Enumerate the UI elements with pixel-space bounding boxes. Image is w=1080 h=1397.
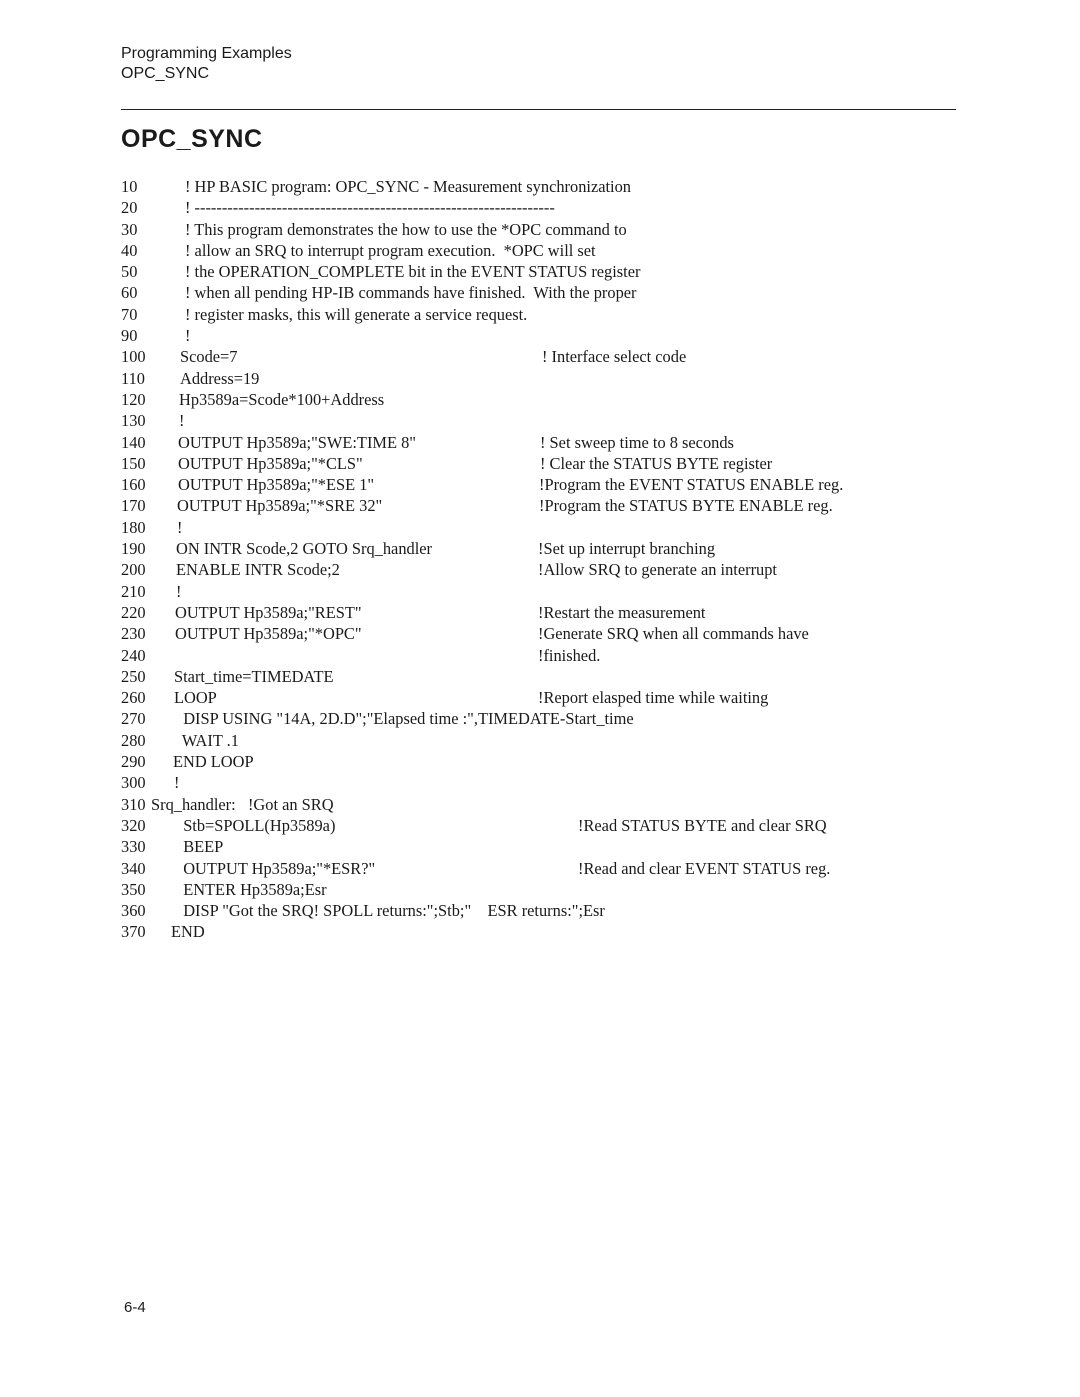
line-number: 330 [121, 837, 146, 857]
code-statement: ! [174, 773, 180, 793]
code-statement: OUTPUT Hp3589a;"*ESR?" [175, 858, 376, 878]
code-line [121, 389, 951, 410]
code-line [121, 495, 951, 516]
line-number: 270 [121, 709, 146, 729]
line-number: 50 [121, 262, 138, 282]
code-statement: END LOOP [173, 752, 254, 772]
code-statement: ! register masks, this will generate a service request. [185, 304, 528, 324]
code-comment: ! Interface select code [542, 347, 687, 367]
code-line [121, 538, 951, 559]
line-number: 340 [121, 858, 146, 878]
code-statement: ! ------------------------------------------------------------------ [185, 198, 555, 218]
code-statement: OUTPUT Hp3589a;"*OPC" [175, 624, 362, 644]
code-line [121, 219, 951, 240]
code-comment: ! Clear the STATUS BYTE register [540, 453, 773, 473]
code-line [121, 325, 951, 346]
code-line [121, 581, 951, 602]
code-line [121, 623, 951, 644]
line-number: 310 [121, 794, 146, 814]
code-statement: ! allow an SRQ to interrupt program execution. *OPC will set [185, 240, 596, 260]
running-head-section: OPC_SYNC [121, 65, 210, 82]
code-statement: OUTPUT Hp3589a;"REST" [175, 602, 362, 622]
line-number: 120 [121, 389, 146, 409]
section-title: OPC_SYNC [121, 125, 263, 153]
line-number: 130 [121, 411, 146, 431]
code-line [121, 282, 951, 303]
code-line [121, 708, 951, 729]
running-head-chapter: Programming Examples [121, 45, 292, 62]
code-statement: END [171, 922, 205, 942]
line-number: 150 [121, 453, 146, 473]
code-statement: OUTPUT Hp3589a;"*ESE 1" [178, 475, 375, 495]
code-comment: ! Set sweep time to 8 seconds [540, 432, 734, 452]
code-statement: Start_time=TIMEDATE [174, 666, 334, 686]
code-line [121, 602, 951, 623]
code-statement: DISP USING "14A, 2D.D";"Elapsed time :",TIMEDATE-Start_time [175, 709, 634, 729]
page-number: 6-4 [124, 1299, 146, 1316]
code-line [121, 346, 951, 367]
code-statement: DISP "Got the SRQ! SPOLL returns:";Stb;" ESR returns:";Esr [175, 901, 605, 921]
line-number: 290 [121, 752, 146, 772]
code-statement: Address=19 [180, 368, 260, 388]
line-number: 20 [121, 198, 138, 218]
code-statement: OUTPUT Hp3589a;"*SRE 32" [177, 496, 383, 516]
code-statement: ! [179, 411, 185, 431]
code-statement: ! the OPERATION_COMPLETE bit in the EVENT STATUS register [185, 262, 641, 282]
code-line [121, 879, 951, 900]
code-comment: !Read STATUS BYTE and clear SRQ [578, 815, 827, 835]
line-number: 60 [121, 283, 138, 303]
code-line [121, 751, 951, 772]
code-line [121, 517, 951, 538]
line-number: 110 [121, 368, 145, 388]
line-number: 250 [121, 666, 146, 686]
code-line [121, 559, 951, 580]
line-number: 300 [121, 773, 146, 793]
line-number: 140 [121, 432, 146, 452]
code-statement: ON INTR Scode,2 GOTO Srq_handler [176, 539, 432, 559]
code-comment: !Read and clear EVENT STATUS reg. [578, 858, 831, 878]
code-line [121, 794, 951, 815]
line-number: 40 [121, 240, 138, 260]
code-line [121, 900, 951, 921]
code-statement: ! [176, 581, 182, 601]
code-line [121, 858, 951, 879]
code-comment: !Program the EVENT STATUS ENABLE reg. [539, 475, 844, 495]
code-comment: !finished. [538, 645, 601, 665]
code-comment: !Generate SRQ when all commands have [538, 624, 809, 644]
code-statement: OUTPUT Hp3589a;"*CLS" [178, 453, 363, 473]
line-number: 180 [121, 517, 146, 537]
code-line [121, 197, 951, 218]
code-comment: !Restart the measurement [538, 602, 706, 622]
code-line [121, 474, 951, 495]
code-line [121, 730, 951, 751]
code-comment: !Allow SRQ to generate an interrupt [538, 560, 777, 580]
code-statement: ! [177, 517, 183, 537]
code-statement: ENTER Hp3589a;Esr [175, 879, 327, 899]
code-line [121, 261, 951, 282]
code-statement: ENABLE INTR Scode;2 [176, 560, 340, 580]
line-number: 280 [121, 730, 146, 750]
line-number: 210 [121, 581, 146, 601]
code-line [121, 304, 951, 325]
code-line [121, 176, 951, 197]
code-statement: LOOP [174, 688, 217, 708]
line-number: 70 [121, 304, 138, 324]
line-number: 30 [121, 219, 138, 239]
line-number: 160 [121, 475, 146, 495]
code-comment: !Report elasped time while waiting [538, 688, 769, 708]
line-number: 10 [121, 177, 138, 196]
code-line [121, 432, 951, 453]
line-number: 100 [121, 347, 146, 367]
code-statement: ! This program demonstrates the how to use the *OPC command to [185, 219, 627, 239]
line-number: 360 [121, 901, 146, 921]
line-number: 170 [121, 496, 146, 516]
code-statement: ! HP BASIC program: OPC_SYNC - Measurement synchronization [185, 177, 631, 196]
line-number: 370 [121, 922, 146, 942]
code-statement: Stb=SPOLL(Hp3589a) [175, 815, 336, 835]
code-line [121, 836, 951, 857]
line-number: 220 [121, 602, 146, 622]
code-statement: Srq_handler: !Got an SRQ [151, 794, 334, 814]
line-number: 320 [121, 815, 146, 835]
code-statement: WAIT .1 [174, 730, 239, 750]
code-statement: OUTPUT Hp3589a;"SWE:TIME 8" [178, 432, 416, 452]
line-number: 260 [121, 688, 146, 708]
code-statement: Scode=7 [180, 347, 238, 367]
line-number: 230 [121, 624, 146, 644]
code-statement: BEEP [175, 837, 224, 857]
line-number: 240 [121, 645, 146, 665]
code-line [121, 453, 951, 474]
code-line [121, 921, 951, 942]
running-head [121, 44, 292, 84]
header-rule [121, 109, 956, 110]
code-comment: !Program the STATUS BYTE ENABLE reg. [539, 496, 833, 516]
code-line [121, 368, 951, 389]
code-statement: ! [185, 326, 191, 346]
line-number: 190 [121, 539, 146, 559]
code-listing [121, 176, 951, 943]
line-number: 90 [121, 326, 138, 346]
line-number: 200 [121, 560, 146, 580]
code-line [121, 410, 951, 431]
code-line [121, 645, 951, 666]
line-number: 350 [121, 879, 146, 899]
code-line [121, 240, 951, 261]
code-line [121, 687, 951, 708]
code-line [121, 772, 951, 793]
code-comment: !Set up interrupt branching [538, 539, 716, 559]
code-statement: ! when all pending HP-IB commands have finished. With the proper [185, 283, 637, 303]
code-line [121, 666, 951, 687]
code-line [121, 815, 951, 836]
code-statement: Hp3589a=Scode*100+Address [179, 389, 385, 409]
